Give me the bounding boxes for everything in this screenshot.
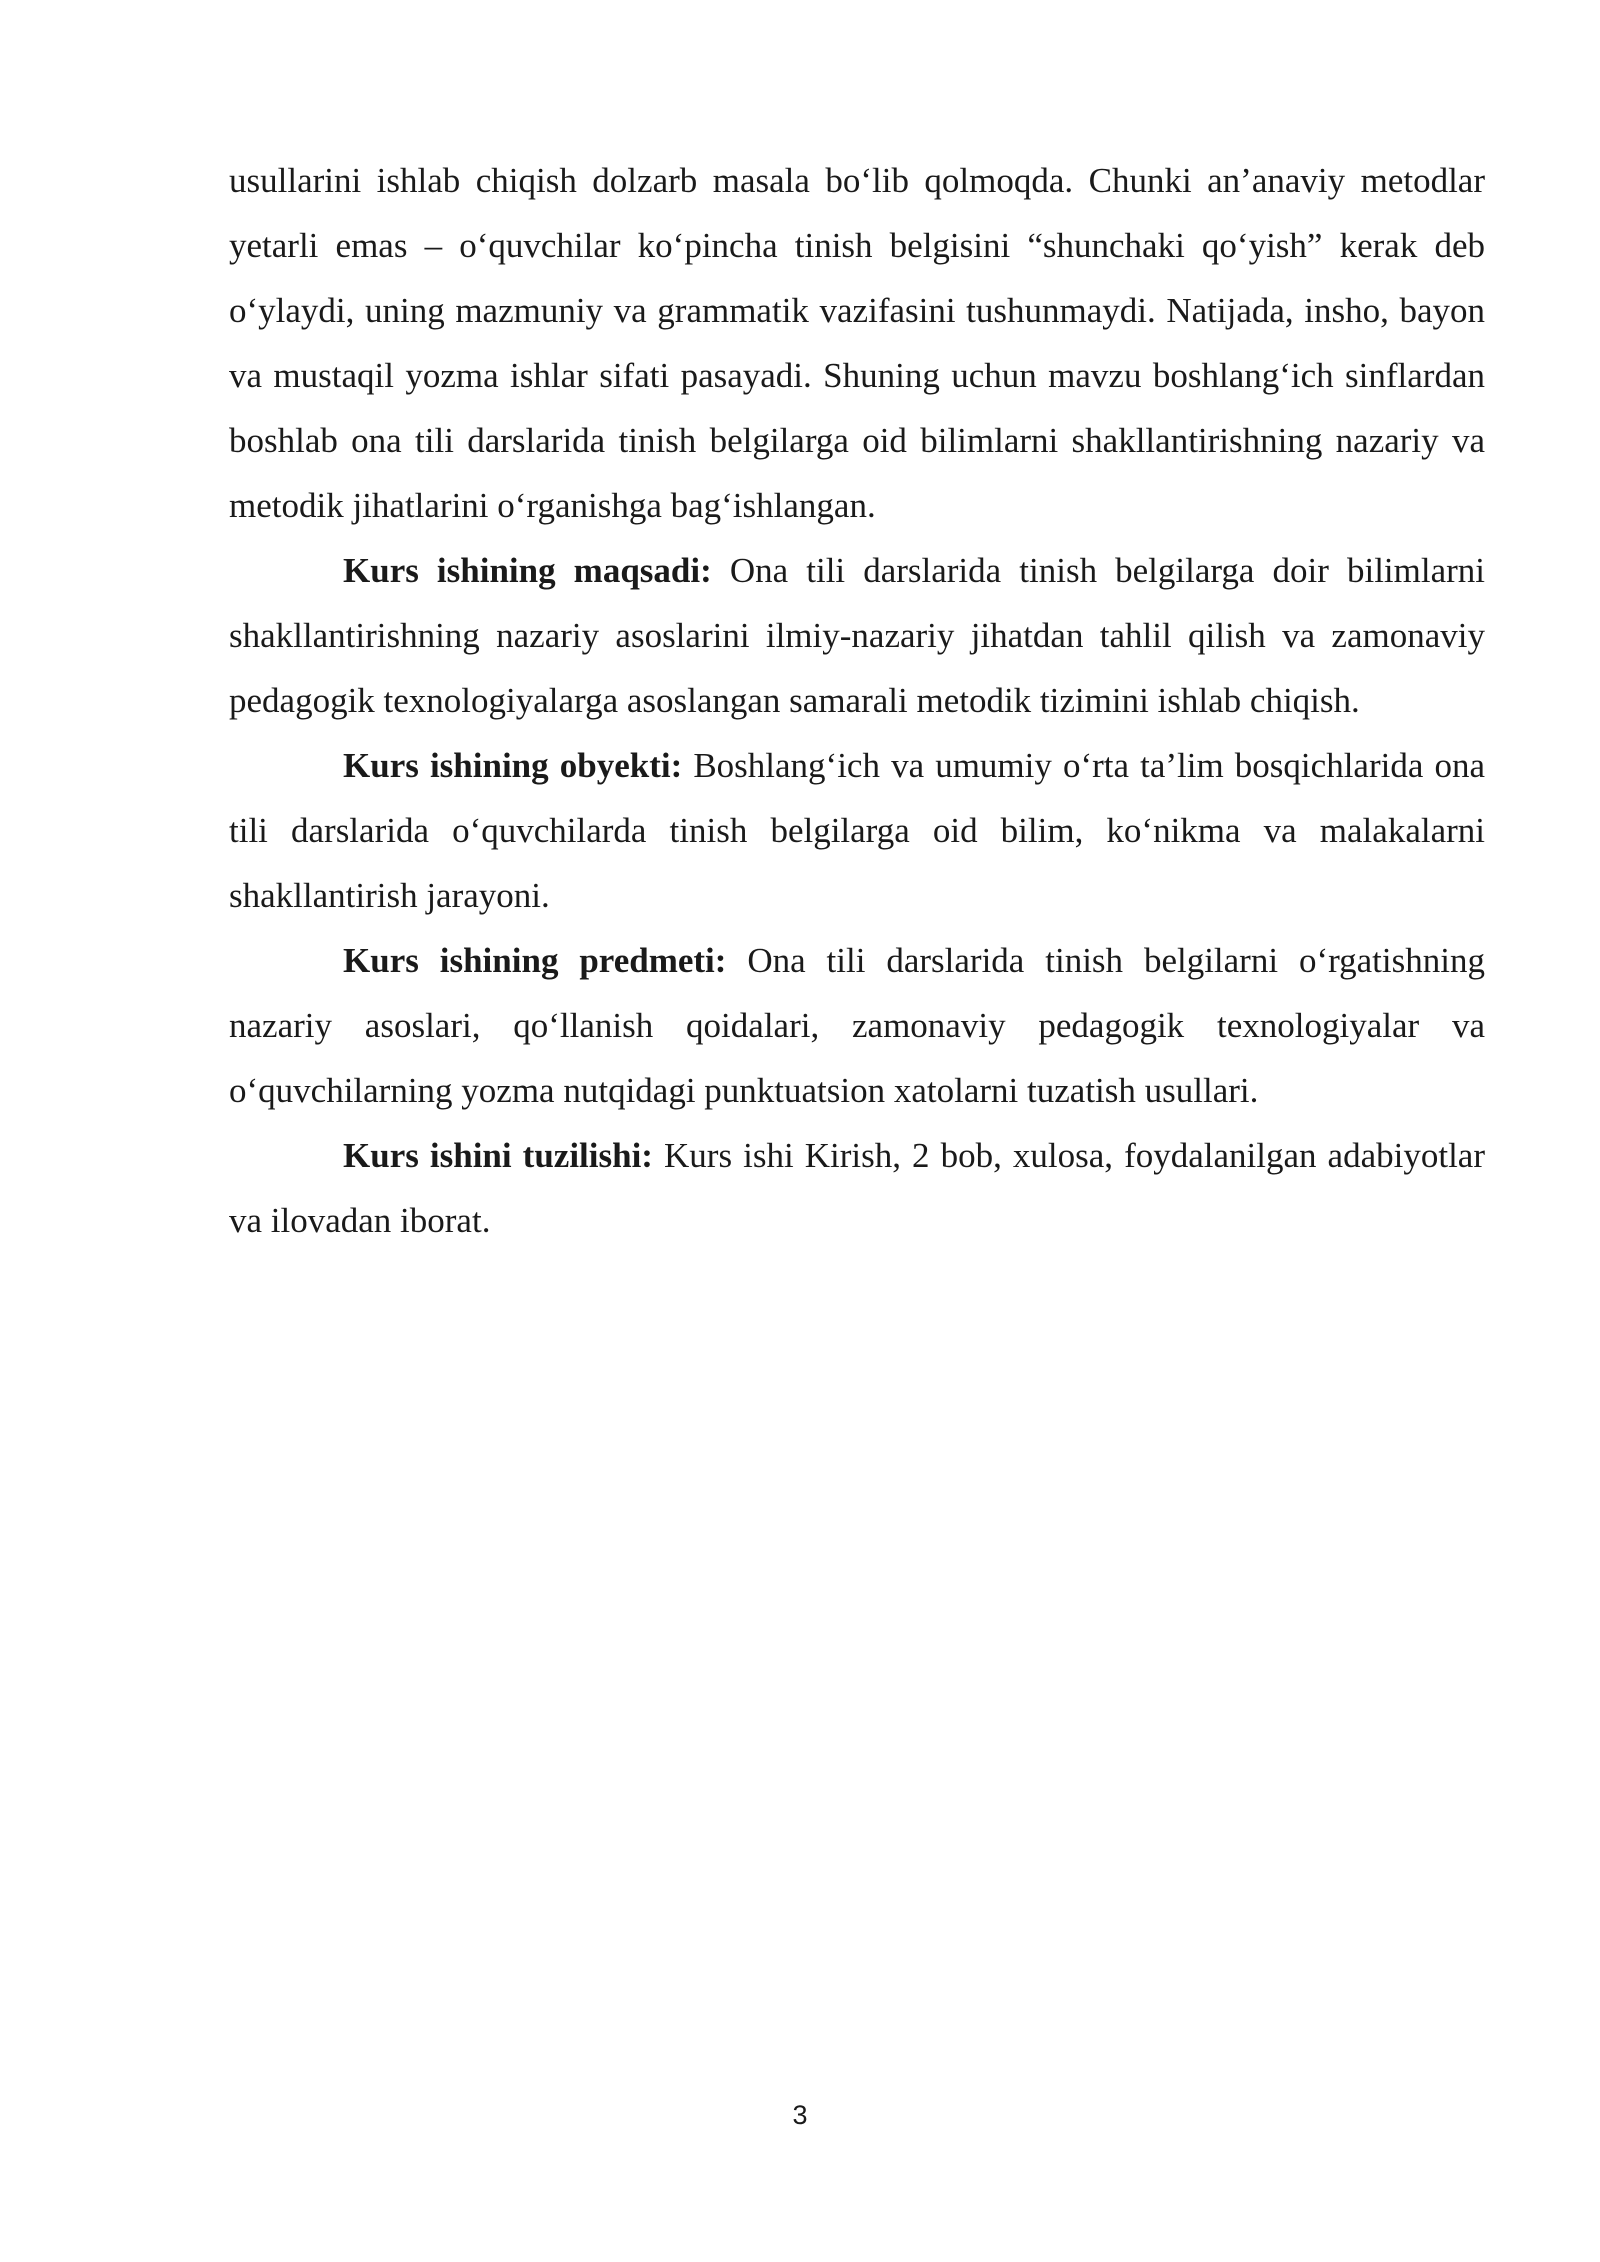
subject-paragraph — [229, 928, 1485, 1123]
goal-text: Ona tili darslarida tinish belgilarga doir bilimlarni shakllantirishning nazariy asoslarini ilmiy-nazariy jihatdan tahlil qilish va zamonaviy pedagogik texnologiyalarga asoslangan samarali metodik tizimini ishlab chiqish. — [229, 551, 1486, 720]
structure-label: Kurs ishini tuzilishi: — [343, 1136, 653, 1175]
goal-paragraph — [229, 538, 1485, 733]
page-body — [229, 148, 1485, 1253]
structure-text: Kurs ishi Kirish, 2 bob, xulosa, foydalanilgan adabiyotlar va ilovadan iborat. — [229, 1136, 1485, 1240]
goal-label: Kurs ishining maqsadi: — [343, 551, 712, 590]
object-paragraph — [229, 733, 1485, 928]
intro-paragraph: usullarini ishlab chiqish dolzarb masala bo‘lib qolmoqda. Chunki an’anaviy metodlar yetarli emas – o‘quvchilar ko‘pincha tinish belgisini “shunchaki qo‘yish” kerak deb o‘ylaydi, uning mazmuniy va grammatik vazifasini tushunmaydi. Natijada, insho, bayon va mustaqil yozma ishlar sifati pasayadi. Shuning uchun mavzu boshlang‘ich sinflardan boshlab ona tili darslarida tinish belgilarga oid bilimlarni shakllantirishning nazariy va metodik jihatlarini o‘rganishga bag‘ishlangan. — [229, 161, 1485, 525]
object-label: Kurs ishining obyekti: — [343, 746, 683, 785]
page-number: 3 — [792, 2100, 808, 2130]
object-text: Boshlang‘ich va umumiy o‘rta ta’lim bosqichlarida ona tili darslarida o‘quvchilarda tinish belgilarga oid bilim, ko‘nikma va malakalarni shakllantirish jarayoni. — [229, 746, 1485, 915]
subject-label: Kurs ishining predmeti: — [343, 941, 727, 980]
structure-paragraph — [229, 1123, 1485, 1253]
subject-text: Ona tili darslarida tinish belgilarni o‘rgatishning nazariy asoslari, qo‘llanish qoidalari, zamonaviy pedagogik texnologiyalar va o‘quvchilarning yozma nutqidagi punktuatsion xatolarni tuzatish usullari. — [229, 941, 1485, 1110]
